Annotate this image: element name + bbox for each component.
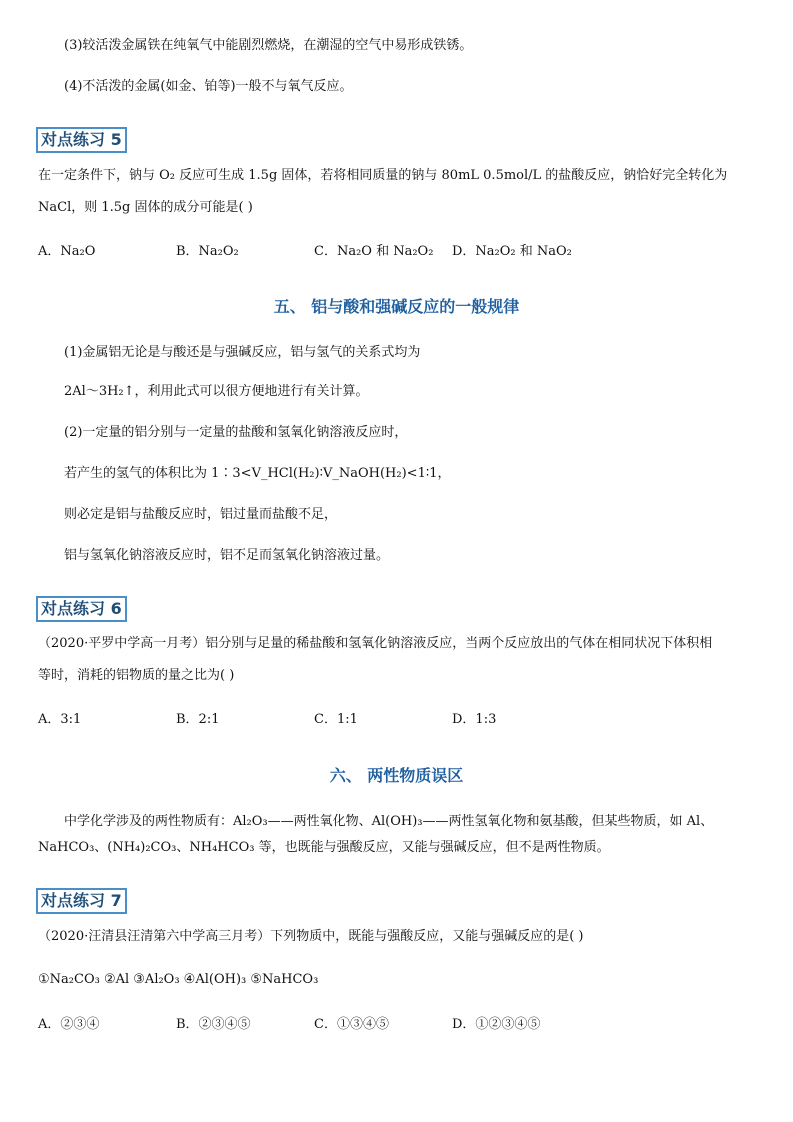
option-d: D．1:3 (452, 712, 497, 727)
exercise-title-5: 对点练习 5 (36, 127, 127, 153)
question-text: 在一定条件下，钠与 O₂ 反应可生成 1.5g 固体，若将相同质量的钠与 80mL 0.5mol/L 的盐酸反应，钠恰好完全转化为 (38, 168, 728, 183)
text-line: 若产生的氢气的体积比为 1∶3<V_HCl(H₂)∶V_NaOH(H₂)<1∶1， (64, 466, 451, 481)
text-line: 2Al～3H₂↑，利用此式可以很方便地进行有关计算。 (64, 384, 369, 399)
section-heading-6: 六、 两性物质误区 (329, 766, 464, 785)
text-line: (3)较活泼金属铁在纯氧气中能剧烈燃烧，在潮湿的空气中易形成铁锈。 (64, 38, 473, 53)
question-text: （2020·汪清县汪清第六中学高三月考）下列物质中，既能与强酸反应，又能与强碱反应的是( ) (38, 929, 584, 944)
option-c: C．①③④⑤ (314, 1017, 389, 1032)
text-line: (2)一定量的铝分别与一定量的盐酸和氢氧化钠溶液反应时， (64, 425, 408, 440)
exercise-title-6: 对点练习 6 (36, 596, 127, 622)
option-b: B．Na₂O₂ (176, 244, 239, 259)
option-a: A．②③④ (38, 1017, 100, 1032)
option-b: B．②③④⑤ (176, 1017, 251, 1032)
question-text: NaCl，则 1.5g 固体的成分可能是( ) (38, 200, 253, 215)
option-b: B．2:1 (176, 712, 220, 727)
text-line: (1)金属铝无论是与酸还是与强碱反应，铝与氢气的关系式均为 (64, 345, 421, 360)
question-text: 等时，消耗的铝物质的量之比为( ) (38, 668, 235, 683)
text-line: 则必定是铝与盐酸反应时，铝过量而盐酸不足， (64, 507, 338, 522)
question-text: （2020·平罗中学高一月考）铝分别与足量的稀盐酸和氢氧化钠溶液反应，当两个反应放出的气体在相同状况下体积相 (38, 636, 713, 651)
text-line: NaHCO₃、(NH₄)₂CO₃、NH₄HCO₃ 等，也既能与强酸反应，又能与强碱反应，但不是两性物质。 (38, 840, 610, 855)
option-c: C．Na₂O 和 Na₂O₂ (314, 244, 434, 259)
option-d: D．①②③④⑤ (452, 1017, 541, 1032)
option-c: C．1:1 (314, 712, 358, 727)
option-a: A．3:1 (38, 712, 82, 727)
option-d: D．Na₂O₂ 和 NaO₂ (452, 244, 572, 259)
section-heading-5: 五、 铝与酸和强碱反应的一般规律 (273, 297, 520, 316)
question-text: ①Na₂CO₃ ②Al ③Al₂O₃ ④Al(OH)₃ ⑤NaHCO₃ (38, 972, 319, 987)
exercise-title-7: 对点练习 7 (36, 888, 127, 914)
option-a: A．Na₂O (38, 244, 96, 259)
text-line: 中学化学涉及的两性物质有：Al₂O₃——两性氧化物、Al(OH)₃——两性氢氧化物和氨基酸，但某些物质，如 Al、 (64, 814, 714, 829)
text-line: 铝与氢氧化钠溶液反应时，铝不足而氢氧化钠溶液过量。 (64, 548, 390, 563)
text-line: (4)不活泼的金属(如金、铂等)一般不与氧气反应。 (64, 79, 353, 94)
